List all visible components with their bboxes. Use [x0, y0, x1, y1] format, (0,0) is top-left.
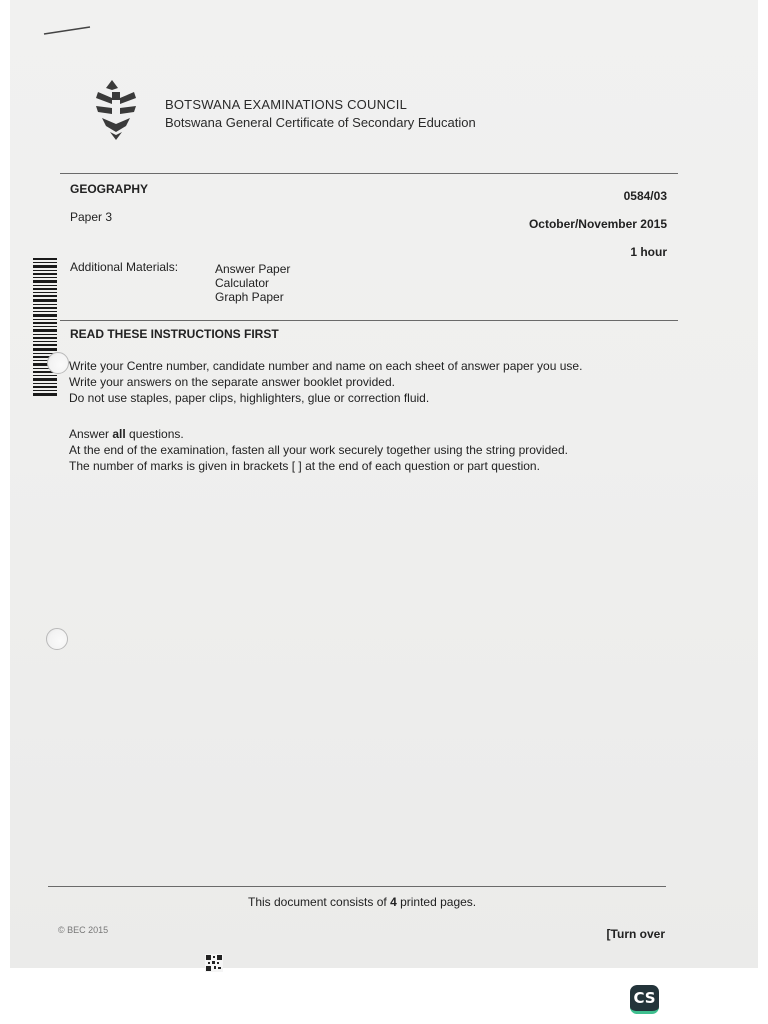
pen-mark — [43, 22, 91, 38]
footer-divider — [48, 886, 666, 887]
header-divider — [60, 173, 678, 174]
qr-code-icon — [205, 954, 223, 972]
page-count-note — [248, 895, 476, 909]
materials-label: Additional Materials: — [70, 260, 179, 274]
instruction-line: The number of marks is given in brackets [ ] at the end of each question or part question. — [69, 459, 540, 473]
exam-paper-sheet — [10, 0, 758, 968]
instructions-heading: READ THESE INSTRUCTIONS FIRST — [70, 327, 279, 341]
syllabus-code: 0584/03 — [623, 189, 667, 203]
instruction-line: Do not use staples, paper clips, highlighters, glue or correction fluid. — [69, 391, 430, 405]
bec-logo-icon — [92, 78, 140, 142]
copyright-notice: © BEC 2015 — [58, 925, 109, 935]
answer-all-line — [69, 426, 568, 442]
paper-number: Paper 3 — [70, 210, 113, 224]
turn-over-note: [Turn over — [606, 927, 665, 941]
material-item: Graph Paper — [215, 290, 284, 304]
instructions-block-2 — [69, 426, 568, 474]
pages-count: 4 — [390, 895, 397, 909]
materials-list — [215, 262, 290, 304]
instruction-line: At the end of the examination, fasten all your work securely together using the string provided. — [69, 443, 568, 457]
answer-prefix: Answer — [69, 427, 113, 441]
answer-emphasis: all — [112, 427, 126, 441]
instruction-line: Write your answers on the separate answer booklet provided. — [69, 375, 395, 389]
pages-suffix: printed pages. — [396, 895, 477, 909]
camscanner-icon: CS — [630, 985, 659, 1014]
punch-hole — [46, 628, 68, 650]
material-item: Answer Paper — [215, 262, 291, 276]
instruction-line: Write your Centre number, candidate number and name on each sheet of answer paper you use. — [69, 359, 583, 373]
organization-name: BOTSWANA EXAMINATIONS COUNCIL — [165, 97, 407, 112]
pages-prefix: This document consists of — [248, 895, 391, 909]
instructions-block-1 — [69, 358, 582, 406]
exam-duration: 1 hour — [630, 245, 667, 259]
subject-title: GEOGRAPHY — [70, 182, 149, 196]
material-item: Calculator — [215, 276, 270, 290]
answer-suffix: questions. — [125, 427, 184, 441]
punch-hole — [47, 352, 69, 374]
exam-session: October/November 2015 — [528, 217, 667, 231]
certificate-name: Botswana General Certificate of Secondary Education — [165, 115, 476, 130]
barcode-icon — [33, 258, 57, 396]
instructions-divider — [60, 320, 678, 321]
